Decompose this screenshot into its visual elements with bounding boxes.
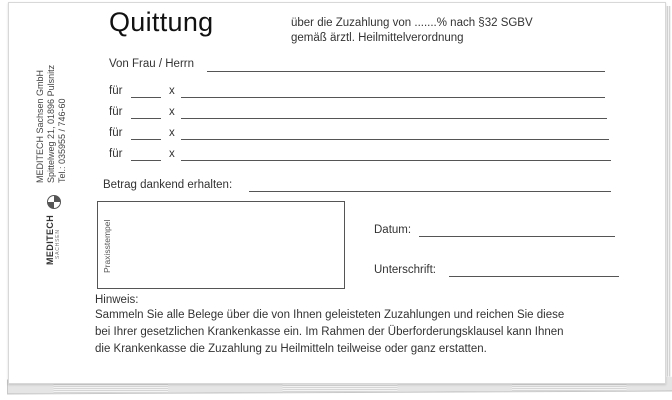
- logo-name: MEDITECH: [45, 214, 55, 265]
- item-description-line[interactable]: [181, 97, 605, 98]
- amount-label: Betrag dankend erhalten:: [103, 179, 233, 191]
- item-quantity-line[interactable]: [131, 118, 161, 119]
- note-line: die Krankenkasse die Zuzahlung zu Heilmitteln teilweise oder ganz erstatten.: [95, 343, 487, 355]
- item-quantity-line[interactable]: [131, 97, 161, 98]
- signature-line[interactable]: [449, 276, 619, 277]
- item-multiplier: x: [169, 148, 175, 160]
- receipt-title: Quittung: [109, 7, 214, 37]
- item-multiplier: x: [169, 106, 175, 118]
- item-row-label: für: [109, 148, 123, 160]
- note-line: bei Ihrer gesetzlichen Krankenkasse ein. Im Rahmen der Überforderungsklausel kann Ihnen: [95, 326, 564, 338]
- item-row-label: für: [109, 85, 123, 97]
- item-description-line[interactable]: [181, 160, 611, 161]
- item-multiplier: x: [169, 85, 175, 97]
- item-description-line[interactable]: [181, 118, 607, 119]
- customer-label: Von Frau / Herrn: [109, 58, 195, 70]
- amount-line[interactable]: [249, 191, 611, 192]
- item-row-label: für: [109, 127, 123, 139]
- receipt-subtitle-line1: über die Zuzahlung von .......% nach §32 SGBV: [291, 17, 533, 29]
- customer-name-line[interactable]: [207, 71, 605, 72]
- date-line[interactable]: [419, 236, 615, 237]
- sender-company: MEDITECH Sachsen GmbH: [35, 69, 45, 183]
- practice-stamp-box[interactable]: [97, 201, 345, 289]
- practice-stamp-label: Praxisstempel: [102, 219, 112, 273]
- item-quantity-line[interactable]: [131, 160, 161, 161]
- receipt-subtitle-line2: gemäß ärztl. Heilmittelverordnung: [291, 32, 464, 44]
- date-label: Datum:: [374, 224, 412, 236]
- note-line: Sammeln Sie alle Belege über die von Ihnen geleisteten Zuzahlungen und reichen Sie diese: [95, 309, 565, 321]
- sender-phone: Tel.: 035955 / 746-60: [57, 98, 67, 183]
- item-quantity-line[interactable]: [131, 139, 161, 140]
- sender-address: [35, 65, 68, 183]
- item-multiplier: x: [169, 127, 175, 139]
- signature-label: Unterschrift:: [374, 264, 436, 276]
- note-heading: Hinweis:: [95, 294, 139, 306]
- receipt-sheet: [8, 2, 666, 384]
- item-description-line[interactable]: [181, 139, 609, 140]
- sender-street: Spittelweg 21, 01896 Pulsnitz: [46, 64, 56, 183]
- item-row-label: für: [109, 106, 123, 118]
- meditech-logo-icon: [47, 195, 61, 209]
- logo-subtitle: SACHSEN: [55, 229, 61, 259]
